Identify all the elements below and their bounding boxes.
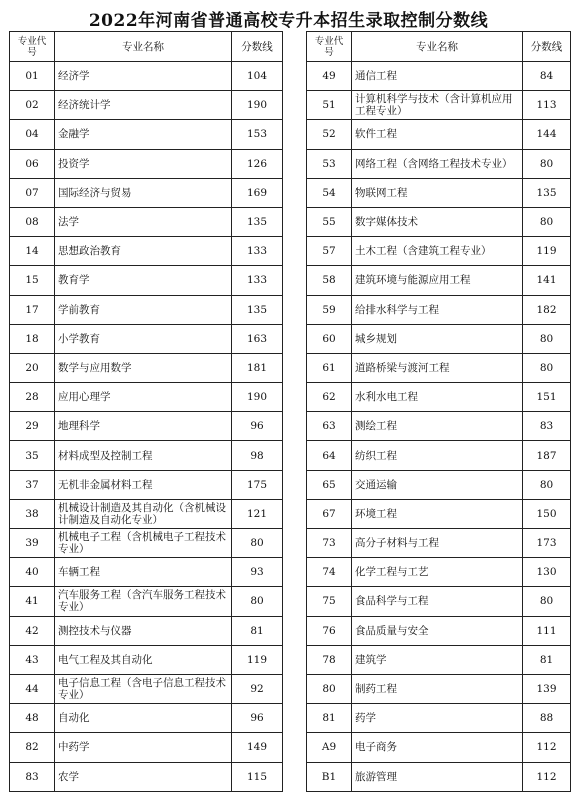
table-row [307, 412, 571, 441]
table-row [307, 616, 571, 645]
major-code-cell: 41 [10, 587, 55, 616]
score-cell: 81 [523, 645, 571, 674]
major-name-cell: 电气工程及其自动化 [55, 645, 232, 674]
major-code-cell: 62 [307, 383, 352, 412]
score-cell: 80 [232, 529, 283, 558]
table-row [10, 616, 283, 645]
table-row [10, 470, 283, 499]
major-name-cell: 通信工程 [352, 62, 523, 91]
score-cell: 96 [232, 412, 283, 441]
table-row [10, 178, 283, 207]
score-cell: 113 [523, 91, 571, 120]
header-code: 专业代号 [10, 32, 55, 62]
table-row [307, 383, 571, 412]
major-name-cell: 机械设计制造及其自动化（含机械设计制造及自动化专业） [55, 499, 232, 528]
major-name-cell: 交通运输 [352, 470, 523, 499]
table-row [307, 674, 571, 703]
table-row [307, 207, 571, 236]
table-row [307, 324, 571, 353]
score-cell: 150 [523, 499, 571, 528]
score-cell: 149 [232, 733, 283, 762]
table-row [10, 733, 283, 762]
major-name-cell: 国际经济与贸易 [55, 178, 232, 207]
major-code-cell: 59 [307, 295, 352, 324]
table-row [10, 120, 283, 149]
table-row [10, 353, 283, 382]
major-code-cell: 35 [10, 441, 55, 470]
score-cell: 139 [523, 674, 571, 703]
table-row [10, 674, 283, 703]
major-code-cell: 15 [10, 266, 55, 295]
major-code-cell: 81 [307, 704, 352, 733]
major-code-cell: 18 [10, 324, 55, 353]
table-row [307, 762, 571, 791]
major-name-cell: 水利水电工程 [352, 383, 523, 412]
table-row [307, 62, 571, 91]
table-row [307, 645, 571, 674]
major-name-cell: 测控技术与仪器 [55, 616, 232, 645]
score-cell: 187 [523, 441, 571, 470]
table-row [307, 266, 571, 295]
score-cell: 81 [232, 616, 283, 645]
major-code-cell: 83 [10, 762, 55, 791]
major-code-cell: 06 [10, 149, 55, 178]
major-name-cell: 旅游管理 [352, 762, 523, 791]
header-name: 专业名称 [352, 32, 523, 62]
major-code-cell: 07 [10, 178, 55, 207]
major-code-cell: 64 [307, 441, 352, 470]
score-table-right [306, 31, 571, 792]
major-name-cell: 网络工程（含网络工程技术专业） [352, 149, 523, 178]
major-name-cell: 车辆工程 [55, 558, 232, 587]
major-name-cell: 经济学 [55, 62, 232, 91]
major-name-cell: 电子商务 [352, 733, 523, 762]
major-name-cell: 自动化 [55, 704, 232, 733]
score-cell: 130 [523, 558, 571, 587]
major-code-cell: 75 [307, 587, 352, 616]
major-code-cell: 67 [307, 499, 352, 528]
major-name-cell: 机械电子工程（含机械电子工程技术专业） [55, 529, 232, 558]
score-cell: 115 [232, 762, 283, 791]
major-name-cell: 食品质量与安全 [352, 616, 523, 645]
page-title: 2022年河南省普通高校专升本招生录取控制分数线 [88, 11, 489, 31]
table-row [307, 441, 571, 470]
major-code-cell: 55 [307, 207, 352, 236]
major-code-cell: 01 [10, 62, 55, 91]
major-code-cell: 76 [307, 616, 352, 645]
score-cell: 151 [523, 383, 571, 412]
major-code-cell: 37 [10, 470, 55, 499]
score-cell: 141 [523, 266, 571, 295]
major-code-cell: 08 [10, 207, 55, 236]
major-name-cell: 城乡规划 [352, 324, 523, 353]
major-name-cell: 经济统计学 [55, 91, 232, 120]
score-cell: 80 [523, 324, 571, 353]
score-cell: 80 [523, 149, 571, 178]
major-name-cell: 学前教育 [55, 295, 232, 324]
major-code-cell: 60 [307, 324, 352, 353]
header-score: 分数线 [523, 32, 571, 62]
score-cell: 80 [523, 587, 571, 616]
table-row [307, 120, 571, 149]
major-name-cell: 法学 [55, 207, 232, 236]
score-cell: 112 [523, 733, 571, 762]
major-name-cell: 应用心理学 [55, 383, 232, 412]
table-row [307, 91, 571, 120]
score-cell: 93 [232, 558, 283, 587]
table-row [307, 704, 571, 733]
table-row [10, 529, 283, 558]
table-header-row [10, 32, 283, 62]
table-row [10, 266, 283, 295]
major-name-cell: 建筑环境与能源应用工程 [352, 266, 523, 295]
score-table-left [9, 31, 283, 792]
major-code-cell: 38 [10, 499, 55, 528]
score-cell: 175 [232, 470, 283, 499]
table-row [307, 558, 571, 587]
table-row [10, 704, 283, 733]
major-name-cell: 土木工程（含建筑工程专业） [352, 237, 523, 266]
score-cell: 80 [523, 353, 571, 382]
score-cell: 98 [232, 441, 283, 470]
major-code-cell: 52 [307, 120, 352, 149]
major-code-cell: 78 [307, 645, 352, 674]
score-cell: 144 [523, 120, 571, 149]
table-row [307, 295, 571, 324]
major-code-cell: 61 [307, 353, 352, 382]
major-name-cell: 环境工程 [352, 499, 523, 528]
score-cell: 169 [232, 178, 283, 207]
major-name-cell: 农学 [55, 762, 232, 791]
major-name-cell: 金融学 [55, 120, 232, 149]
major-code-cell: 02 [10, 91, 55, 120]
major-code-cell: A9 [307, 733, 352, 762]
header-code: 专业代号 [307, 32, 352, 62]
score-cell: 133 [232, 237, 283, 266]
major-name-cell: 投资学 [55, 149, 232, 178]
major-code-cell: 51 [307, 91, 352, 120]
major-code-cell: 74 [307, 558, 352, 587]
score-cell: 163 [232, 324, 283, 353]
score-cell: 92 [232, 674, 283, 703]
major-code-cell: 57 [307, 237, 352, 266]
major-code-cell: 80 [307, 674, 352, 703]
table-row [307, 587, 571, 616]
major-code-cell: 58 [307, 266, 352, 295]
major-name-cell: 计算机科学与技术（含计算机应用工程专业） [352, 91, 523, 120]
table-body-left [10, 62, 283, 792]
score-cell: 80 [523, 207, 571, 236]
score-cell: 153 [232, 120, 283, 149]
score-cell: 135 [523, 178, 571, 207]
major-name-cell: 软件工程 [352, 120, 523, 149]
score-cell: 133 [232, 266, 283, 295]
score-cell: 80 [523, 470, 571, 499]
major-name-cell: 无机非金属材料工程 [55, 470, 232, 499]
table-row [10, 62, 283, 91]
major-code-cell: 49 [307, 62, 352, 91]
score-cell: 173 [523, 529, 571, 558]
major-code-cell: 39 [10, 529, 55, 558]
major-code-cell: 28 [10, 383, 55, 412]
table-header-row [307, 32, 571, 62]
table-row [307, 237, 571, 266]
table-row [10, 762, 283, 791]
table-row [307, 353, 571, 382]
major-name-cell: 地理科学 [55, 412, 232, 441]
table-row [10, 441, 283, 470]
score-cell: 119 [232, 645, 283, 674]
major-name-cell: 食品科学与工程 [352, 587, 523, 616]
major-code-cell: 73 [307, 529, 352, 558]
score-cell: 135 [232, 207, 283, 236]
major-code-cell: 65 [307, 470, 352, 499]
score-cell: 80 [232, 587, 283, 616]
major-name-cell: 给排水科学与工程 [352, 295, 523, 324]
table-row [10, 149, 283, 178]
score-cell: 96 [232, 704, 283, 733]
score-cell: 135 [232, 295, 283, 324]
major-code-cell: 54 [307, 178, 352, 207]
major-name-cell: 电子信息工程（含电子信息工程技术专业） [55, 674, 232, 703]
major-code-cell: 48 [10, 704, 55, 733]
table-row [10, 412, 283, 441]
major-name-cell: 测绘工程 [352, 412, 523, 441]
major-name-cell: 教育学 [55, 266, 232, 295]
table-row [307, 529, 571, 558]
table-row [10, 91, 283, 120]
major-code-cell: 53 [307, 149, 352, 178]
table-row [10, 645, 283, 674]
header-name: 专业名称 [55, 32, 232, 62]
table-row [307, 178, 571, 207]
major-name-cell: 数字媒体技术 [352, 207, 523, 236]
table-row [307, 733, 571, 762]
major-code-cell: 44 [10, 674, 55, 703]
header-score: 分数线 [232, 32, 283, 62]
score-cell: 112 [523, 762, 571, 791]
major-code-cell: 42 [10, 616, 55, 645]
table-row [10, 237, 283, 266]
score-cell: 181 [232, 353, 283, 382]
table-row [10, 587, 283, 616]
score-cell: 121 [232, 499, 283, 528]
major-code-cell: 82 [10, 733, 55, 762]
major-name-cell: 小学教育 [55, 324, 232, 353]
major-name-cell: 思想政治教育 [55, 237, 232, 266]
major-name-cell: 药学 [352, 704, 523, 733]
table-row [307, 149, 571, 178]
score-cell: 190 [232, 383, 283, 412]
major-name-cell: 建筑学 [352, 645, 523, 674]
major-name-cell: 物联网工程 [352, 178, 523, 207]
score-cell: 111 [523, 616, 571, 645]
major-code-cell: B1 [307, 762, 352, 791]
major-name-cell: 化学工程与工艺 [352, 558, 523, 587]
score-cell: 104 [232, 62, 283, 91]
table-row [307, 499, 571, 528]
table-row [10, 383, 283, 412]
major-code-cell: 14 [10, 237, 55, 266]
score-cell: 83 [523, 412, 571, 441]
table-row [307, 470, 571, 499]
table-row [10, 207, 283, 236]
major-code-cell: 29 [10, 412, 55, 441]
major-name-cell: 道路桥梁与渡河工程 [352, 353, 523, 382]
major-code-cell: 17 [10, 295, 55, 324]
score-cell: 119 [523, 237, 571, 266]
table-row [10, 499, 283, 528]
table-row [10, 295, 283, 324]
major-name-cell: 中药学 [55, 733, 232, 762]
major-name-cell: 制药工程 [352, 674, 523, 703]
major-name-cell: 数学与应用数学 [55, 353, 232, 382]
score-cell: 88 [523, 704, 571, 733]
score-cell: 126 [232, 149, 283, 178]
table-row [10, 558, 283, 587]
major-code-cell: 04 [10, 120, 55, 149]
major-name-cell: 材料成型及控制工程 [55, 441, 232, 470]
major-name-cell: 汽车服务工程（含汽车服务工程技术专业） [55, 587, 232, 616]
score-cell: 190 [232, 91, 283, 120]
major-code-cell: 63 [307, 412, 352, 441]
major-name-cell: 高分子材料与工程 [352, 529, 523, 558]
score-cell: 182 [523, 295, 571, 324]
table-row [10, 324, 283, 353]
major-name-cell: 纺织工程 [352, 441, 523, 470]
score-cell: 84 [523, 62, 571, 91]
table-body-right [307, 62, 571, 792]
major-code-cell: 40 [10, 558, 55, 587]
major-code-cell: 43 [10, 645, 55, 674]
major-code-cell: 20 [10, 353, 55, 382]
